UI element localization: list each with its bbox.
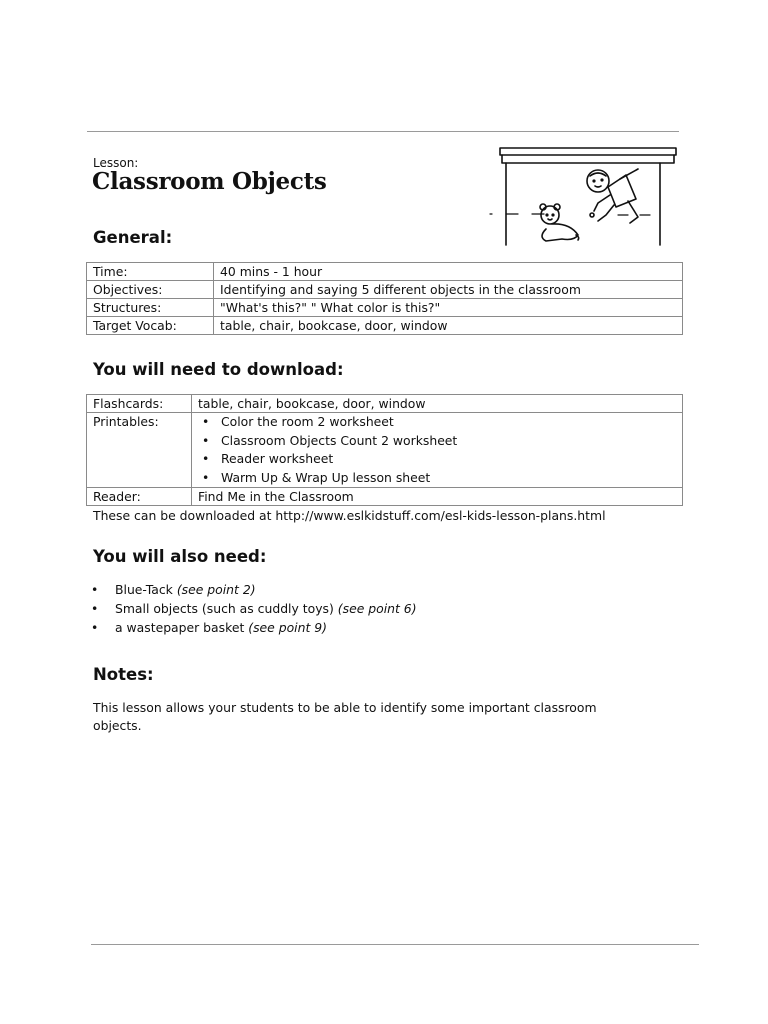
page-title: Classroom Objects bbox=[92, 168, 327, 195]
table-row bbox=[87, 281, 683, 299]
reader-label: Reader: bbox=[87, 488, 192, 506]
notes-text: This lesson allows your students to be able to identify some important classroom objects. bbox=[93, 700, 597, 733]
printables-label: Printables: bbox=[87, 413, 192, 488]
item-text: a wastepaper basket bbox=[115, 620, 245, 635]
also-need-list bbox=[91, 580, 417, 637]
printables-list bbox=[198, 413, 676, 487]
table-row bbox=[87, 299, 683, 317]
list-item: • Color the room 2 worksheet bbox=[198, 413, 676, 432]
list-item bbox=[91, 580, 417, 599]
objectives-label: Objectives: bbox=[87, 281, 214, 299]
table-row bbox=[87, 413, 683, 488]
objectives-value: Identifying and saying 5 different objects in the classroom bbox=[214, 281, 683, 299]
download-table bbox=[86, 394, 683, 506]
table-row bbox=[87, 488, 683, 506]
list-item: • Reader worksheet bbox=[198, 450, 676, 469]
table-row bbox=[87, 395, 683, 413]
general-heading: General: bbox=[93, 228, 173, 247]
list-item bbox=[91, 618, 417, 637]
download-note: These can be downloaded at http://www.eslkidstuff.com/esl-kids-lesson-plans.html bbox=[93, 508, 606, 523]
top-divider bbox=[87, 131, 679, 132]
time-label: Time: bbox=[87, 263, 214, 281]
time-value: 40 mins - 1 hour bbox=[214, 263, 683, 281]
lesson-label: Lesson: bbox=[93, 156, 139, 170]
table-row bbox=[87, 263, 683, 281]
list-item: • Classroom Objects Count 2 worksheet bbox=[198, 432, 676, 451]
child-under-table-with-teddy-bear-icon bbox=[488, 143, 678, 248]
reader-value: Find Me in the Classroom bbox=[192, 488, 683, 506]
item-reference: (see point 9) bbox=[248, 620, 327, 635]
structures-label: Structures: bbox=[87, 299, 214, 317]
download-heading: You will need to download: bbox=[93, 360, 344, 379]
also-need-heading: You will also need: bbox=[93, 547, 267, 566]
general-table bbox=[86, 262, 683, 335]
list-item bbox=[91, 599, 417, 618]
flashcards-value: table, chair, bookcase, door, window bbox=[192, 395, 683, 413]
target-vocab-value: table, chair, bookcase, door, window bbox=[214, 317, 683, 335]
structures-value: "What's this?" " What color is this?" bbox=[214, 299, 683, 317]
list-item: • Warm Up & Wrap Up lesson sheet bbox=[198, 469, 676, 488]
notes-heading: Notes: bbox=[93, 665, 154, 684]
table-row bbox=[87, 317, 683, 335]
item-reference: (see point 2) bbox=[176, 582, 256, 597]
printables-list-cell bbox=[192, 413, 683, 488]
bottom-divider bbox=[91, 944, 699, 945]
item-text: Small objects (such as cuddly toys) bbox=[115, 601, 334, 616]
item-text: Blue-Tack bbox=[115, 582, 173, 597]
target-vocab-label: Target Vocab: bbox=[87, 317, 214, 335]
flashcards-label: Flashcards: bbox=[87, 395, 192, 413]
item-reference: (see point 6) bbox=[337, 601, 417, 616]
